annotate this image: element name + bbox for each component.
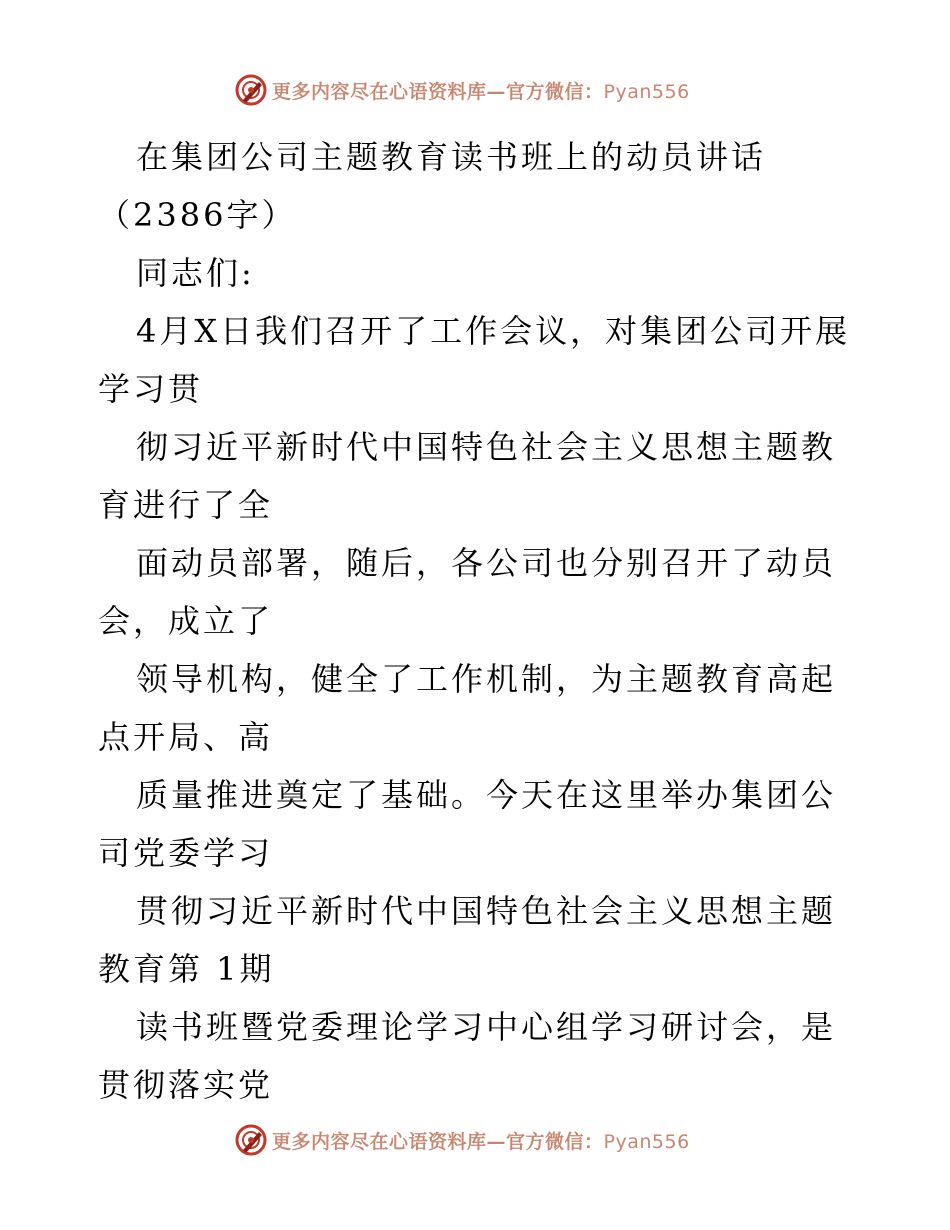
paragraph: 4月X日我们召开了工作会议，对集团公司开展学习贯 (98, 312, 851, 408)
red-pen-circle-logo-icon (234, 1123, 268, 1157)
paragraph: 质量推进奠定了基础。今天在这里举办集团公司党委学习 (98, 776, 837, 872)
header-watermark (234, 72, 690, 108)
watermark-text: 更多内容尽在心语资料库—官方微信： (272, 1130, 604, 1153)
paragraph: 面动员部署，随后，各公司也分别召开了动员会，成立了 (98, 544, 837, 640)
red-pen-circle-logo-icon (234, 73, 268, 107)
paragraph: 领导机构，健全了工作机制，为主题教育高起点开局、高 (98, 660, 837, 756)
paragraph: 贯彻习近平新时代中国特色社会主义思想主题教育第 1期 (98, 892, 837, 988)
footer-watermark (234, 1122, 690, 1158)
watermark-text: 更多内容尽在心语资料库—官方微信： (272, 80, 604, 103)
paragraph: 同志们: (136, 254, 255, 292)
watermark-wechat-id: Pyan556 (603, 1130, 690, 1153)
watermark-wechat-id: Pyan556 (603, 80, 690, 103)
paragraph: 彻习近平新时代中国特色社会主义思想主题教育进行了全 (98, 428, 837, 524)
paragraph: 读书班暨党委理论学习中心组学习研讨会，是贯彻落实党 (98, 1008, 837, 1104)
document-title: 在集团公司主题教育读书班上的动员讲话（2386字） (98, 138, 767, 234)
document-body (98, 128, 858, 1114)
